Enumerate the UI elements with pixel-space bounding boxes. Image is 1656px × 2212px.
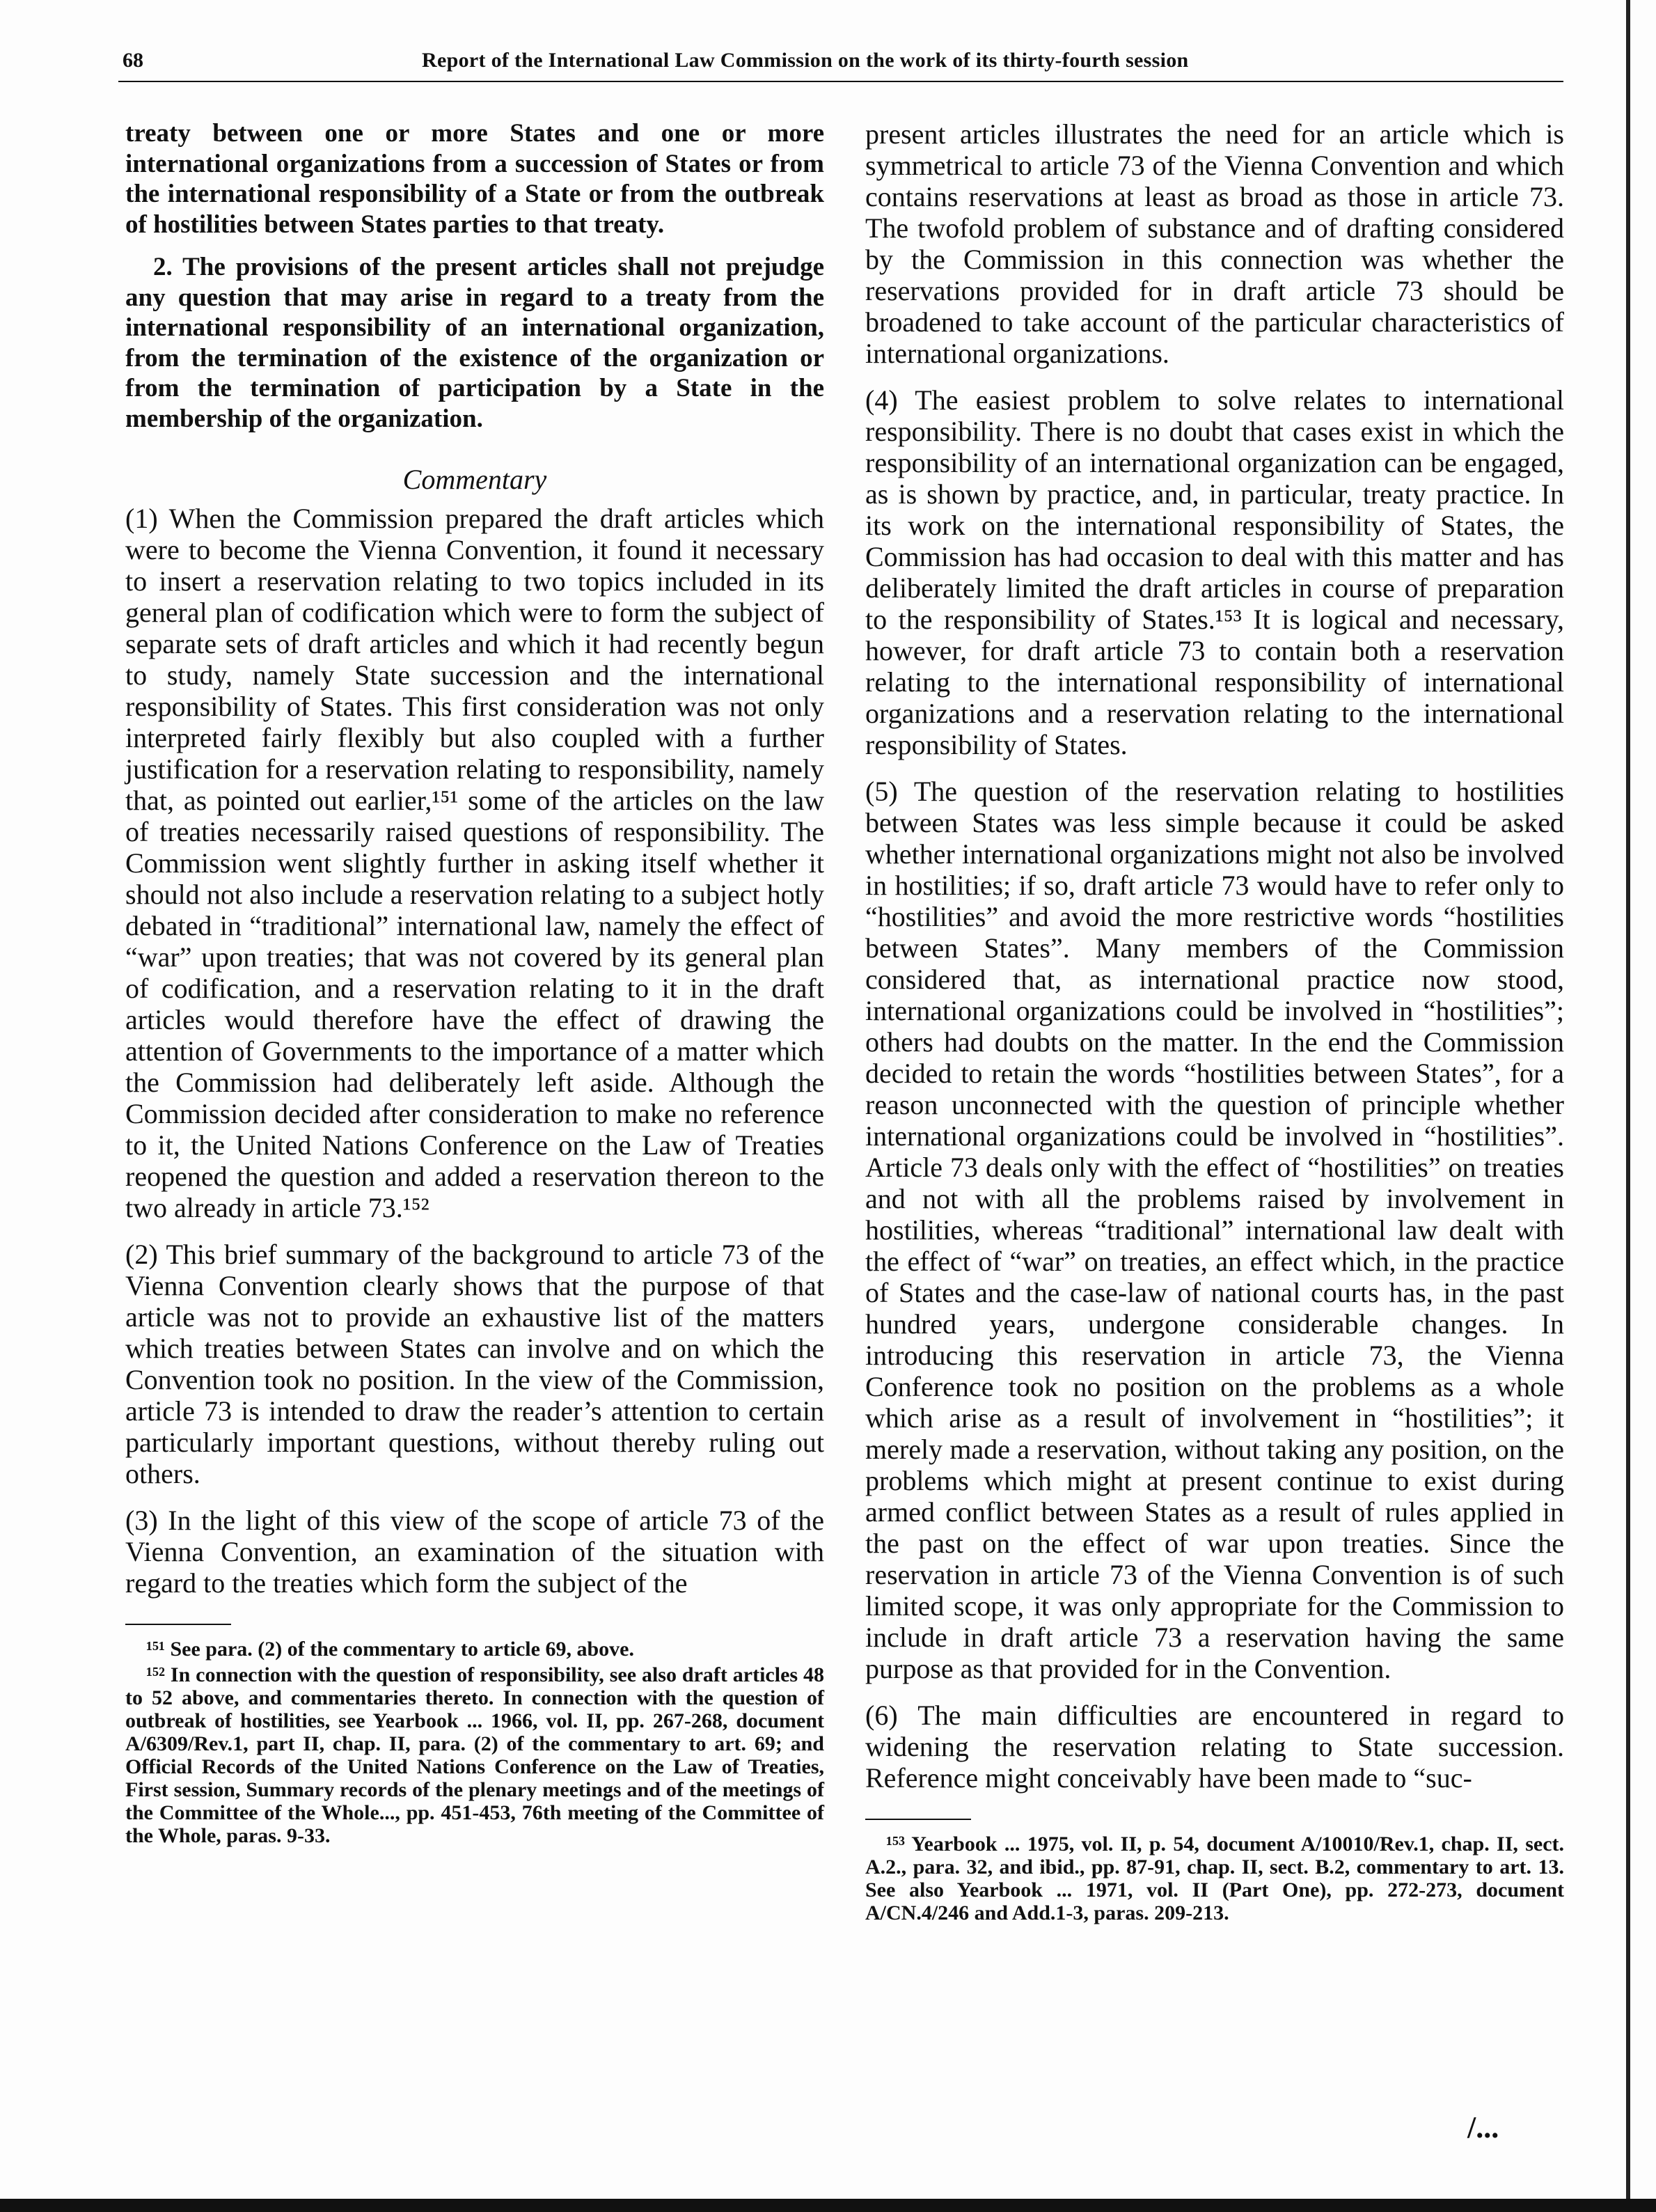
commentary-heading: Commentary: [402, 464, 547, 495]
commentary-paragraph: (2) This brief summary of the background to article 73 of the Vienna Convention clearly shows that the purpose of that article was not to provide an exhaustive list of the matters which treaties between States can involve and on which the Convention took no position. In the view of the Commission, article 73 is intended to draw the reader’s attention to certain particularly important questions, without thereby ruling out others.: [125, 1239, 824, 1489]
scan-edge-bottom: [0, 2199, 1656, 2212]
continuation-mark: /...: [1467, 2110, 1499, 2144]
footnote: ¹⁵² In connection with the question of responsibility, see also draft articles 48 to 52 above, and commentaries thereto. In connection with the question of outbreak of hostilities, see Yearbook ... 1966, vol. II, pp. 267-268, document A/6309/Rev.1, part II, chap. II, para. (2) of the commentary to art. 69; and Official Records of the United Nations Conference on the Law of Treaties, First session, Summary records of the plenary meetings and of the meetings of the Committee of the Whole..., pp. 451-453, 76th meeting of the Committee of the Whole, paras. 9-33.: [125, 1663, 824, 1847]
footnote: ¹⁵¹ See para. (2) of the commentary to article 69, above.: [146, 1638, 634, 1661]
running-title: Report of the International Law Commission on the work of its thirty-fourth session: [422, 49, 1189, 72]
article-text: 2. The provisions of the present articles shall not prejudge any question that may arise in regard to a treaty from the international responsibility of an international organization, from the termination of the existence of the organization or from the termination of participation by a State in the membership of the organization.: [125, 253, 824, 433]
commentary-paragraph: (6) The main difficulties are encountered in regard to widening the reservation relating to State succession. Reference might conceivably have been made to “suc-: [865, 1700, 1564, 1794]
header-rule: [118, 81, 1563, 82]
footnote-rule: [125, 1624, 231, 1625]
right-column: [865, 118, 1564, 1927]
left-column: [125, 118, 824, 1850]
footnote: ¹⁵³ Yearbook ... 1975, vol. II, p. 54, document A/10010/Rev.1, chap. II, sect. A.2., para. 32, and ibid., pp. 87-91, chap. II, sect. B.2, commentary to art. 13. See also Yearbook ... 1971, vol. II (Part One), pp. 272-273, document A/CN.4/246 and Add.1-3, paras. 209-213.: [865, 1833, 1564, 1924]
page-header: [123, 49, 1562, 81]
commentary-paragraph: present articles illustrates the need for an article which is symmetrical to article 73 of the Vienna Convention and which contains reservations at least as broad as those in article 73. The twofold problem of substance and of drafting considered by the Commission in this connection was whether the reservations provided for in draft article 73 should be broadened to take account of the particular characteristics of international organizations.: [865, 118, 1564, 369]
scan-edge-right: [1626, 0, 1630, 2212]
commentary-paragraph: (1) When the Commission prepared the draft articles which were to become the Vienna Convention, it found it necessary to insert a reservation relating to two topics included in its general plan of codification which were to form the subject of separate sets of draft articles and which it had recently begun to study, namely State succession and the international responsibility of States. This first consideration was not only interpreted fairly flexibly but also coupled with a further justification for a reservation relating to responsibility, namely that, as pointed out earlier,¹⁵¹ some of the articles on the law of treaties necessarily raised questions of responsibility. The Commission went slightly further in asking itself whether it should not also include a reservation relating to a subject hotly debated in “traditional” international law, namely the effect of “war” upon treaties; that was not covered by its general plan of codification, and a reservation relating to it in the draft articles would therefore have the effect of drawing the attention of Governments to the importance of a matter which the Commission had deliberately left aside. Although the Commission decided after consideration to make no reference to it, the United Nations Conference on the Law of Treaties reopened the question and added a reservation thereon to the two already in article 73.¹⁵²: [125, 503, 824, 1223]
article-text: treaty between one or more States and one or more international organizations from a succession of States or from the international responsibility of a State or from the outbreak of hostilities between States parties to that treaty.: [125, 119, 824, 239]
page-number: 68: [123, 49, 143, 72]
commentary-paragraph: (3) In the light of this view of the scope of article 73 of the Vienna Convention, an examination of the situation with regard to the treaties which form the subject of the: [125, 1505, 824, 1599]
footnote-rule: [865, 1819, 971, 1820]
commentary-paragraph: (5) The question of the reservation relating to hostilities between States was less simple because it could be asked whether international organizations might not also be involved in hostilities; if so, draft article 73 would have to refer only to “hostilities” and avoid the more restrictive words “hostilities between States”. Many members of the Commission considered that, as international practice now stood, international organizations could be involved in “hostilities”; others had doubts on the matter. In the end the Commission decided to retain the words “hostilities between States”, for a reason unconnected with the question of principle whether international organizations could be involved in “hostilities”. Article 73 deals only with the effect of “hostilities” on treaties and not with all the problems raised by involvement in hostilities, whereas “traditional” international law dealt with the effect of “war” on treaties, an effect which, in the practice of States and the case-law of national courts has, in the past hundred years, undergone considerable changes. In introducing this reservation in article 73, the Vienna Conference took no position on the problems as a whole which arise as a result of involvement in “hostilities”; it merely made a reservation, without taking any position, on the problems which might at present continue to exist during armed conflict between States as a result of rules applied in the past on the effect of war upon treaties. Since the reservation in article 73 of the Vienna Convention is of such limited scope, it was only appropriate for the Commission to include in draft article 73 a reservation having the same purpose as that provided for in the Convention.: [865, 776, 1564, 1684]
commentary-paragraph: (4) The easiest problem to solve relates to international responsibility. There is no doubt that cases exist in which the responsibility of an international organization can be engaged, as is shown by practice, and, in particular, treaty practice. In its work on the international responsibility of States, the Commission has had occasion to deal with this matter and has deliberately limited the draft articles in course of preparation to the responsibility of States.¹⁵³ It is logical and necessary, however, for draft article 73 to contain both a reservation relating to the international responsibility of international organizations and a reservation relating to the international responsibility of States.: [865, 384, 1564, 760]
